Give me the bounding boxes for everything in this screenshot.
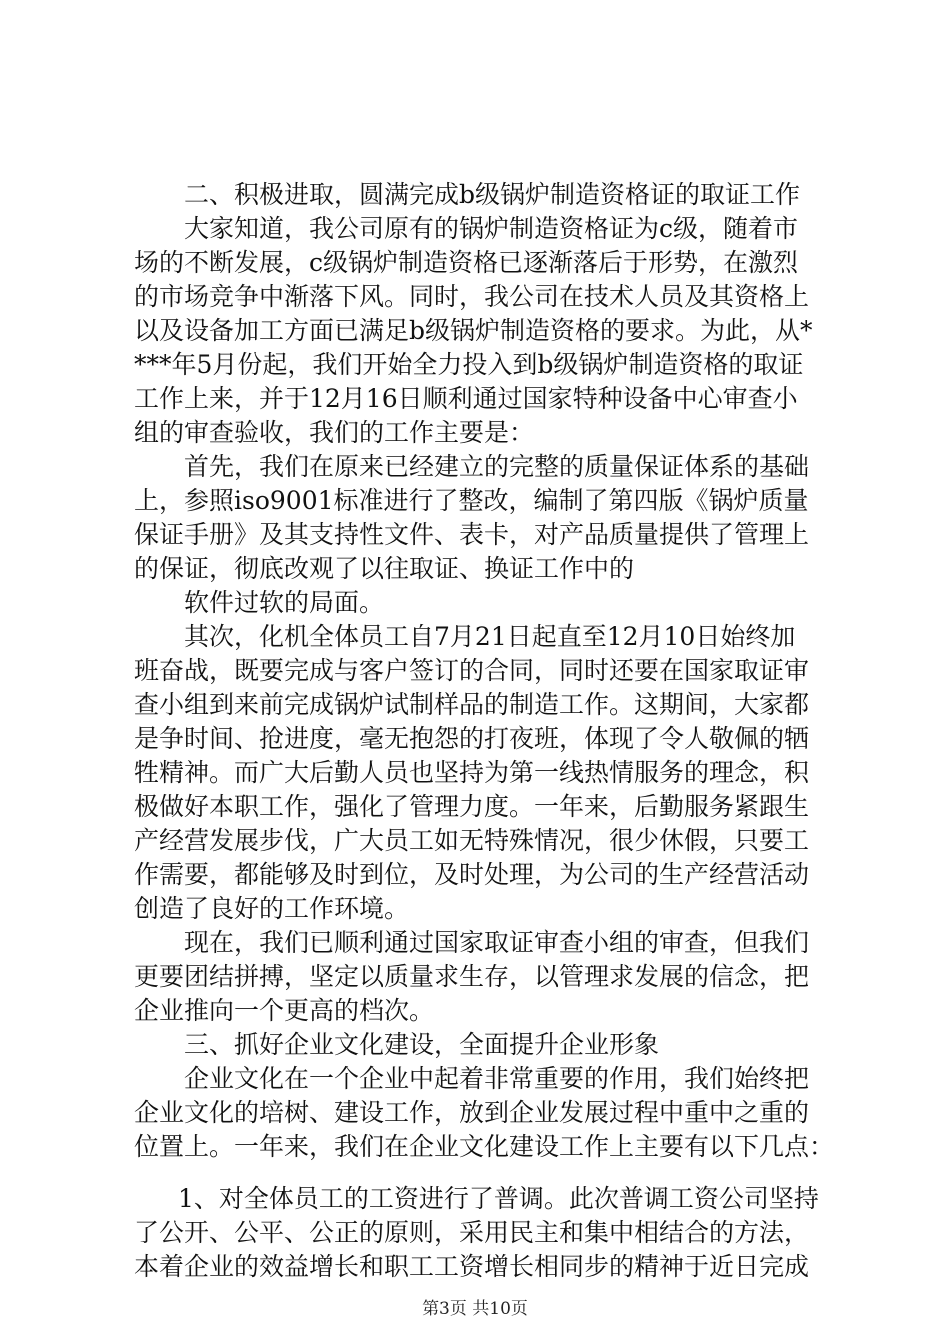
paragraph-line: 场的不断发展，c级锅炉制造资格已逐渐落后于形势，在激烈 [134,248,799,277]
paragraph-line: 查小组到来前完成锅炉试制样品的制造工作。这期间，大家都 [134,690,810,719]
paragraph-line: 软件过软的局面。 [184,588,385,617]
paragraph-line: 了公开、公平、公正的原则，采用民主和集中相结合的方法， [134,1218,810,1247]
page-footer: 第3页 共10页 [422,1299,528,1319]
paragraph-line: 更要团结拼搏，坚定以质量求生存，以管理求发展的信念，把 [134,962,810,991]
paragraph-line: 产经营发展步伐，广大员工如无特殊情况，很少休假，只要工 [134,826,810,855]
paragraph-line: 企业推向一个更高的档次。 [134,996,435,1025]
paragraph-line: 大家知道，我公司原有的锅炉制造资格证为c级，随着市 [184,214,799,243]
paragraph-line: 班奋战，既要完成与客户签订的合同，同时还要在国家取证审 [134,656,810,685]
paragraph-line: 是争时间、抢进度，毫无抱怨的打夜班，体现了令人敬佩的牺 [134,724,810,753]
paragraph-line: 的市场竞争中渐落下风。同时，我公司在技术人员及其资格上 [134,282,810,311]
section-heading: 二、积极进取，圆满完成b级锅炉制造资格证的取证工作 [184,180,801,209]
paragraph-line: 本着企业的效益增长和职工工资增长相同步的精神于近日完成 [134,1252,810,1281]
paragraph-line: 企业文化在一个企业中起着非常重要的作用，我们始终把 [184,1064,810,1093]
paragraph-line: ***年5月份起，我们开始全力投入到b级锅炉制造资格的取证 [134,350,804,379]
paragraph-line: 牲精神。而广大后勤人员也坚持为第一线热情服务的理念，积 [134,758,810,787]
paragraph-line: 上，参照iso9001标准进行了整改，编制了第四版《锅炉质量 [134,486,809,515]
paragraph-line: 作需要，都能够及时到位，及时处理，为公司的生产经营活动 [134,860,810,889]
paragraph-line: 其次，化机全体员工自7月21日起直至12月10日始终加 [184,622,796,651]
paragraph-line: 以及设备加工方面已满足b级锅炉制造资格的要求。为此，从* [134,316,813,345]
paragraph-line: 极做好本职工作，强化了管理力度。一年来，后勤服务紧跟生 [134,792,810,821]
paragraph-line: 保证手册》及其支持性文件、表卡，对产品质量提供了管理上 [134,520,810,549]
paragraph-line: 创造了良好的工作环境。 [134,894,410,923]
paragraph-line: 首先，我们在原来已经建立的完整的质量保证体系的基础 [184,452,810,481]
section-heading: 三、抓好企业文化建设，全面提升企业形象 [184,1030,660,1059]
paragraph-line: 的保证，彻底改观了以往取证、换证工作中的 [134,554,635,583]
paragraph-line: 工作上来，并于12月16日顺利通过国家特种设备中心审查小 [134,384,798,413]
paragraph-line: 1、对全体员工的工资进行了普调。此次普调工资公司坚持 [178,1184,819,1213]
paragraph-line: 现在，我们已顺利通过国家取证审查小组的审查，但我们 [184,928,810,957]
paragraph-line: 位置上。一年来，我们在企业文化建设工作上主要有以下几点： [134,1132,835,1161]
paragraph-line: 企业文化的培树、建设工作，放到企业发展过程中重中之重的 [134,1098,810,1127]
paragraph-line: 组的审查验收，我们的工作主要是： [134,418,535,447]
